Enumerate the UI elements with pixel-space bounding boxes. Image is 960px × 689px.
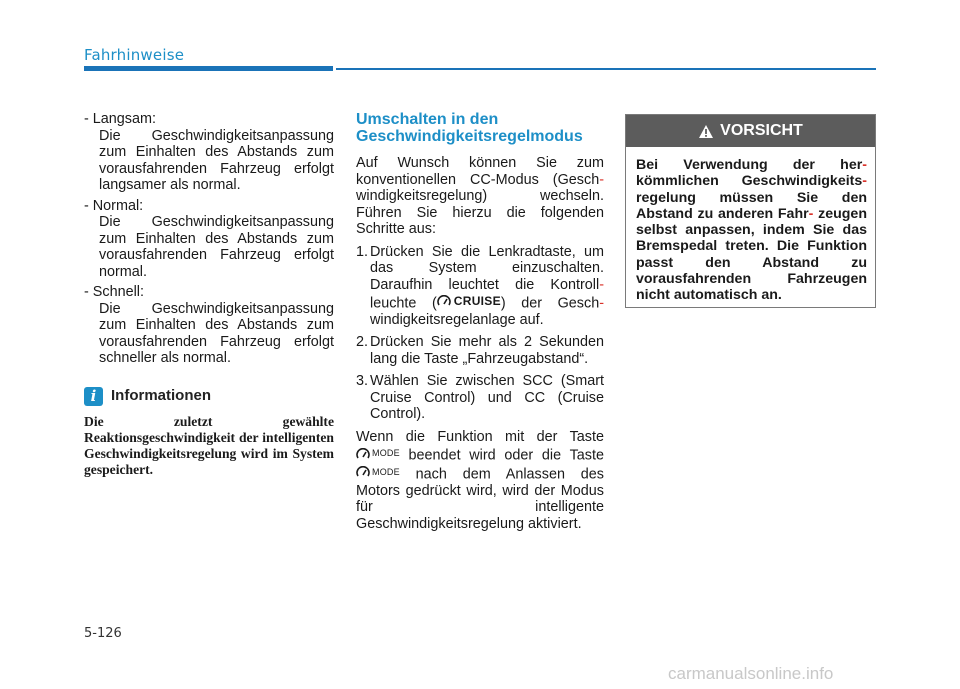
step-number: 3. bbox=[356, 373, 369, 390]
step-item bbox=[356, 244, 604, 329]
left-column bbox=[84, 111, 334, 478]
hyphen: - bbox=[599, 171, 604, 188]
speedometer-icon bbox=[437, 295, 451, 307]
sub-heading-line1: Umschalten in den bbox=[356, 111, 499, 128]
list-item-label: - Langsam: bbox=[84, 111, 156, 127]
intro-text-b: windigkeitsregelung) wechseln. Führen Sie hierzu die folgenden Schritte aus: bbox=[356, 188, 604, 237]
list-item bbox=[84, 198, 334, 281]
mode-button-symbol bbox=[356, 464, 400, 481]
intro-paragraph bbox=[356, 155, 604, 238]
step-text-d: windigkeitsregelanlage auf. bbox=[370, 311, 544, 328]
header-rule-thin bbox=[336, 68, 876, 70]
step-text-b: leuchte ( bbox=[370, 295, 437, 312]
section-title: Fahrhinweise bbox=[84, 46, 185, 64]
caution-text-b: kömmlichen Geschwindigkeits bbox=[636, 173, 863, 190]
step-item bbox=[356, 373, 604, 423]
step-text: Drücken Sie mehr als 2 Sekunden lang die Taste „Fahrzeugabstand“. bbox=[370, 334, 604, 367]
outro-paragraph bbox=[356, 429, 604, 533]
list-item bbox=[84, 284, 334, 367]
hyphen: - bbox=[599, 295, 604, 312]
step-text-c: ) der Gesch bbox=[500, 295, 600, 312]
header-rule-thick bbox=[84, 66, 333, 71]
caution-box bbox=[625, 114, 876, 308]
hyphen: - bbox=[599, 276, 604, 293]
info-title: Informationen bbox=[111, 386, 211, 404]
warning-triangle-icon bbox=[698, 124, 714, 139]
step-item bbox=[356, 334, 604, 367]
step-text-a: Drücken Sie die Lenkradtaste, um das System einzuschalten. Daraufhin leuchtet die Kontroll bbox=[370, 243, 604, 293]
caution-text-d: zeugen selbst anpassen, indem Sie das Bremspedal treten. Die Funktion passt den Abstand zu vorausfahrenden Fahrzeugen nicht automatisch an. bbox=[636, 205, 867, 304]
watermark: carmanualsonline.info bbox=[668, 664, 834, 683]
outro-text-a: Wenn die Funktion mit der Taste bbox=[356, 428, 604, 445]
list-item bbox=[84, 111, 334, 194]
list-item-label: - Schnell: bbox=[84, 284, 144, 300]
caution-text-c: regelung müssen Sie den Abstand zu anderen Fahr bbox=[636, 189, 867, 222]
step-text: Wählen Sie zwischen SCC (Smart Cruise Control) und CC (Cruise Control). bbox=[370, 373, 604, 423]
sub-heading-line2: Geschwindigkeitsregelmodus bbox=[356, 128, 583, 145]
hyphen: - bbox=[808, 205, 814, 222]
caution-header bbox=[626, 115, 875, 147]
intro-text-a: Auf Wunsch können Sie zum konventionellen CC-Modus (Gesch bbox=[356, 155, 604, 188]
list-item-text: Die Geschwindigkeitsanpassung zum Einhalten des Abstands zum vorausfahrenden Fahrzeug erfolgt schneller als normal. bbox=[99, 300, 334, 366]
mode-button-symbol bbox=[356, 445, 400, 462]
caution-text bbox=[626, 147, 875, 304]
hyphen: - bbox=[862, 157, 867, 173]
mode-label: MODE bbox=[372, 448, 400, 459]
cruise-label: CRUISE bbox=[453, 294, 501, 308]
hyphen: - bbox=[862, 173, 867, 190]
cruise-indicator bbox=[437, 293, 501, 310]
step-number: 1. bbox=[356, 243, 369, 260]
sub-heading bbox=[356, 111, 604, 145]
speedometer-icon bbox=[356, 448, 370, 460]
list-item-text: Die Geschwindigkeitsanpassung zum Einhalten des Abstands zum vorausfahrenden Fahrzeug erfolgt normal. bbox=[99, 214, 334, 280]
list-item-text: Die Geschwindigkeitsanpassung zum Einhalten des Abstands zum vorausfahrenden Fahrzeug erfolgt langsamer als normal. bbox=[99, 127, 334, 193]
step-text bbox=[370, 244, 604, 329]
info-text: Die zuletzt gewählte Reaktionsgeschwindigkeit der intelligenten Geschwindigkeitsregelung wird im System gespeichert. bbox=[84, 413, 334, 477]
outro-text-c: nach dem Anlassen des Motors gedrückt wird, wird der Modus für intelligente Geschwindigkeitsregelung aktiviert. bbox=[356, 466, 604, 532]
speedometer-icon bbox=[356, 466, 370, 478]
mode-label: MODE bbox=[372, 467, 400, 477]
caution-title: VORSICHT bbox=[720, 122, 803, 139]
middle-column bbox=[356, 111, 604, 538]
page-number: 5-126 bbox=[84, 626, 122, 641]
caution-text-a: Bei Verwendung der her bbox=[636, 157, 863, 173]
outro-text-b: beendet wird oder die Taste bbox=[408, 447, 604, 464]
list-item-label: - Normal: bbox=[84, 197, 144, 214]
info-header bbox=[84, 387, 334, 406]
step-number: 2. bbox=[356, 334, 369, 351]
info-icon: i bbox=[84, 387, 103, 406]
